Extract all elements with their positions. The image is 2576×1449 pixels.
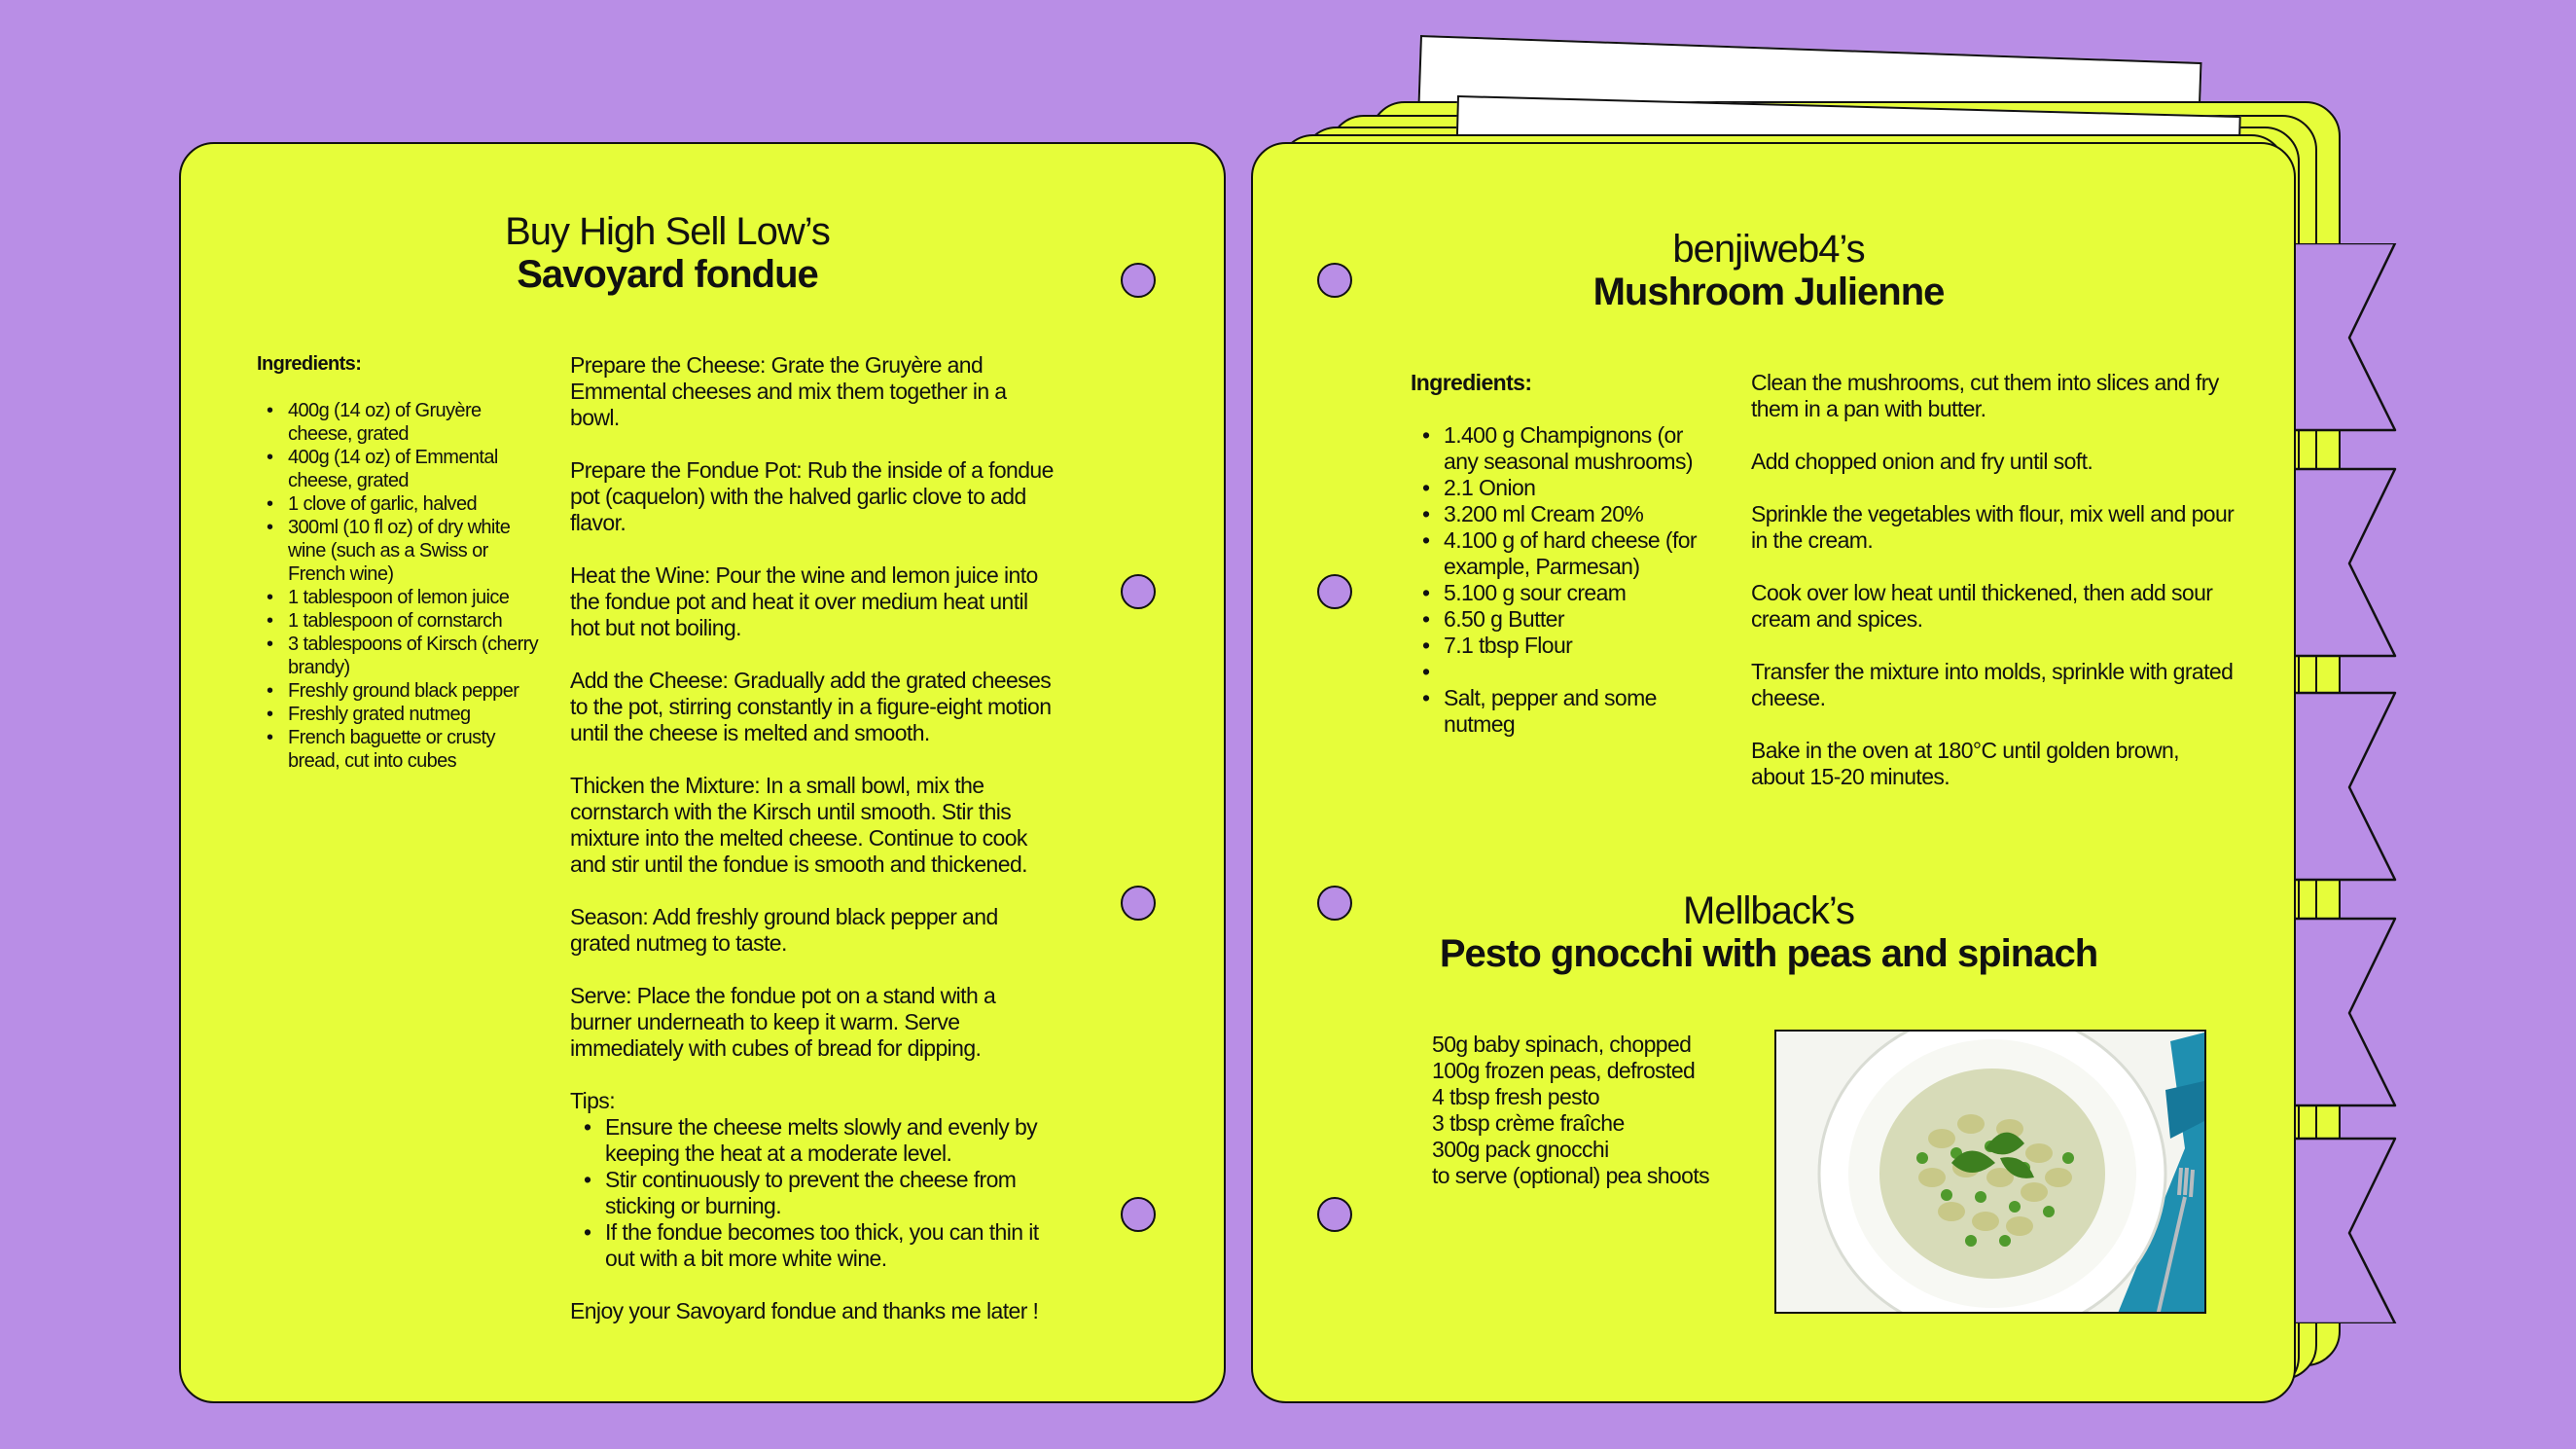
ingredients-section: [257, 352, 549, 773]
right-recipe-page: [1251, 142, 2296, 1403]
ingredients-list: [257, 399, 549, 773]
binder-hole: [1317, 886, 1352, 921]
recipe-title: Mushroom Julienne: [1592, 271, 1945, 313]
instruction-step: Cook over low heat until thickened, then add sour cream and spices.: [1751, 580, 2213, 632]
tab-flag-4: [2288, 919, 2395, 1105]
instruction-step: Add chopped onion and fry until soft.: [1751, 449, 2093, 474]
ingredient-item: • French baguette or crusty bread, cut into cubes: [288, 726, 549, 773]
instruction-step: Add the Cheese: Gradually add the grated cheeses to the pot, stirring constantly in a figure-eight motion until the cheese is melted and smooth.: [570, 668, 1052, 745]
recipe-header: [181, 210, 1154, 296]
ingredient-item: • 2.1 Onion: [1444, 475, 1702, 501]
ingredient-line: 100g frozen peas, defrosted: [1432, 1058, 1696, 1083]
tab-flag-3: [2288, 693, 2395, 880]
ingredients-section: [1411, 370, 1702, 738]
instructions-steps: [570, 352, 1056, 1062]
instructions-section: [570, 352, 1056, 1324]
recipe-title: Savoyard fondue: [517, 253, 818, 296]
ingredient-item: • 400g (14 oz) of Gruyère cheese, grated: [288, 399, 549, 446]
recipe-author: benjiweb4’s: [1672, 228, 1865, 271]
instruction-step: Thicken the Mixture: In a small bowl, mix the cornstarch with the Kirsch until smooth. Stir this mixture into the melted cheese. Continue to cook and stir until the fondue is smooth and thickened.: [570, 773, 1027, 877]
ingredient-item: • 5.100 g sour cream: [1444, 580, 1702, 606]
ingredient-item: • 1 tablespoon of cornstarch: [288, 609, 549, 633]
instruction-step: Prepare the Fondue Pot: Rub the inside of a fondue pot (caquelon) with the halved garlic clove to add flavor.: [570, 457, 1054, 535]
tip-item: • If the fondue becomes too thick, you can thin it out with a bit more white wine.: [605, 1219, 1056, 1272]
tips-list: [570, 1114, 1056, 1272]
ingredient-line: 50g baby spinach, chopped: [1432, 1032, 1692, 1057]
ingredient-item: • 400g (14 oz) of Emmental cheese, grated: [288, 446, 549, 492]
binder-hole: [1317, 574, 1352, 609]
tab-flag-2: [2288, 469, 2395, 656]
binder-hole: [1317, 263, 1352, 298]
pesto-gnocchi-image: [1776, 1032, 2206, 1314]
ingredient-item: • 1 tablespoon of lemon juice: [288, 586, 549, 609]
instructions-steps: [1751, 370, 2237, 790]
binder-hole: [1121, 574, 1156, 609]
ingredient-item: • Salt, pepper and some nutmeg: [1444, 685, 1702, 738]
ingredients-label: Ingredients:: [257, 353, 362, 375]
ingredient-line: 3 tbsp crème fraîche: [1432, 1110, 1625, 1136]
instructions-section: [1751, 370, 2237, 816]
tip-item: • Ensure the cheese melts slowly and evenly by keeping the heat at a moderate level.: [605, 1114, 1056, 1167]
ingredients-list: [1432, 1032, 1724, 1189]
ingredient-line: 300g pack gnocchi: [1432, 1137, 1609, 1162]
recipe-author: Mellback’s: [1683, 889, 1854, 932]
binder-hole: [1317, 1197, 1352, 1232]
instruction-step: Sprinkle the vegetables with flour, mix well and pour in the cream.: [1751, 501, 2235, 553]
instruction-step: Serve: Place the fondue pot on a stand with a burner underneath to keep it warm. Serve immediately with cubes of bread for dipping.: [570, 983, 996, 1061]
ingredient-item: • 3.200 ml Cream 20%: [1444, 501, 1702, 527]
recipe-author: Buy High Sell Low’s: [505, 210, 830, 253]
instruction-step: Season: Add freshly ground black pepper and grated nutmeg to taste.: [570, 904, 998, 956]
ingredient-item: • 3 tablespoons of Kirsch (cherry brandy): [288, 633, 549, 679]
recipe-title: Pesto gnocchi with peas and spinach: [1439, 932, 2098, 975]
ingredient-item: • 7.1 tbsp Flour: [1444, 633, 1702, 659]
ingredient-item: [1444, 659, 1702, 685]
ingredient-line: 4 tbsp fresh pesto: [1432, 1084, 1600, 1109]
recipe-header: [1379, 228, 2158, 313]
recipe-header: [1379, 889, 2158, 975]
ingredient-item: • Freshly grated nutmeg: [288, 703, 549, 726]
instruction-step: Transfer the mixture into molds, sprinkle with grated cheese.: [1751, 659, 2234, 710]
ingredient-item: • 6.50 g Butter: [1444, 606, 1702, 633]
instruction-step: Bake in the oven at 180°C until golden brown, about 15-20 minutes.: [1751, 738, 2179, 789]
left-recipe-page: [179, 142, 1226, 1403]
dish-photo: [1774, 1030, 2206, 1314]
ingredient-item: • 1.400 g Champignons (or any seasonal mushrooms): [1444, 422, 1702, 475]
ingredient-item: • 300ml (10 fl oz) of dry white wine (such as a Swiss or French wine): [288, 516, 549, 586]
ingredients-list: [1411, 422, 1702, 738]
instruction-step: Prepare the Cheese: Grate the Gruyère and Emmental cheeses and mix them together in a bowl.: [570, 352, 1007, 430]
ingredient-item: • 1 clove of garlic, halved: [288, 492, 549, 516]
tip-item: • Stir continuously to prevent the cheese from sticking or burning.: [605, 1167, 1056, 1219]
ingredient-item: • 4.100 g of hard cheese (for example, Parmesan): [1444, 527, 1702, 580]
tab-flag-1: [2288, 243, 2395, 430]
tips-label: Tips:: [570, 1088, 615, 1113]
tab-flag-5: [2288, 1139, 2395, 1323]
ingredient-line: to serve (optional) pea shoots: [1432, 1163, 1710, 1188]
binder-hole: [1121, 886, 1156, 921]
ingredients-label: Ingredients:: [1411, 370, 1532, 395]
tab-flags: [2286, 243, 2399, 1323]
instruction-step: Clean the mushrooms, cut them into slices and fry them in a pan with butter.: [1751, 370, 2219, 421]
ingredient-item: • Freshly ground black pepper: [288, 679, 549, 703]
binder-hole: [1121, 263, 1156, 298]
closing-note: Enjoy your Savoyard fondue and thanks me later !: [570, 1298, 1039, 1323]
instruction-step: Heat the Wine: Pour the wine and lemon juice into the fondue pot and heat it over medium heat until hot but not boiling.: [570, 562, 1038, 640]
binder-hole: [1121, 1197, 1156, 1232]
